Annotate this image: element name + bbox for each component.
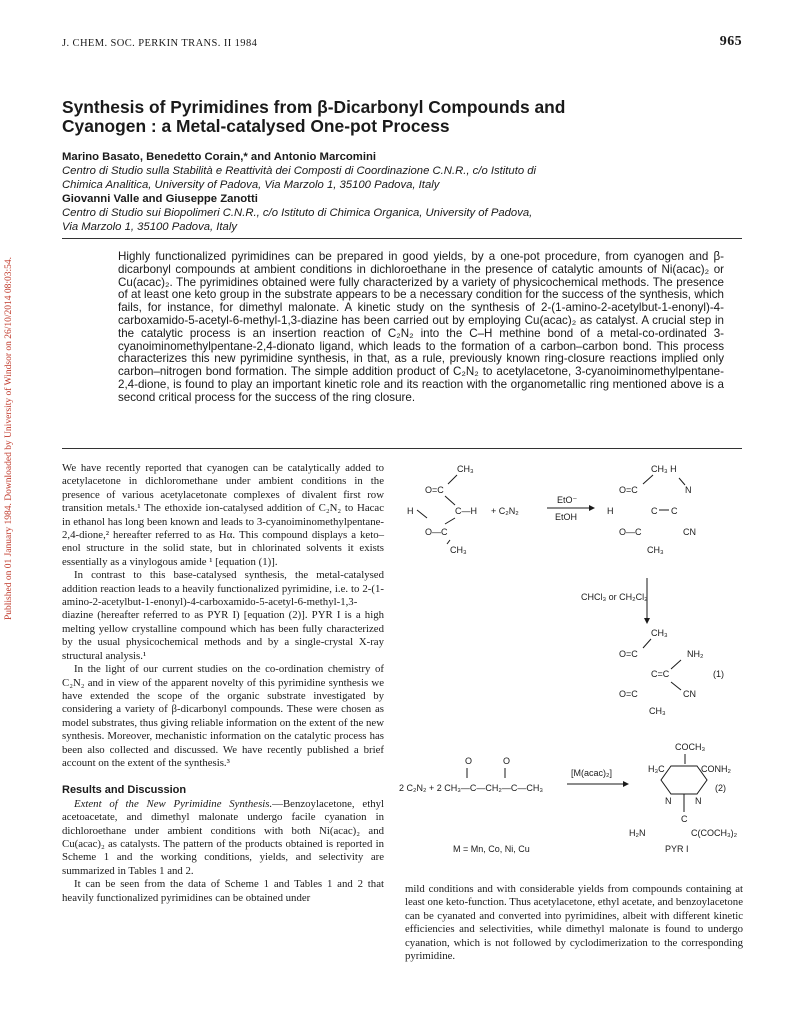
body-paragraph-4-text: —Benzoylacetone, ethyl acetoacetate, and dimethyl malonate undergo facile cyanation in dichloroethane under ambient conditions with both Ni(acac)₂ and Cu(acac)₂ as catalysts. The pattern of the products obtained is reported in Scheme 1 and the working conditions, yields, and selectivity are summarized in Tables 1 and 2. [62, 797, 384, 877]
article-title [62, 98, 702, 136]
subsection-head: Extent of the New Pyrimidine Synthesis. [74, 797, 273, 810]
carbonyl-o-1: O [465, 756, 473, 766]
body-paragraph-4 [62, 798, 384, 878]
pyr-conh2: CONH₂ [701, 764, 731, 774]
metals-note: M = Mn, Co, Ni, Cu [453, 844, 530, 854]
product-n: N [685, 485, 692, 495]
pyr-coch3: COCH₃ [675, 742, 706, 752]
reactant-ch3-top: CH₃ [457, 464, 474, 474]
reactant-oc-top: O=C [425, 485, 444, 495]
product-oc: O=C [619, 485, 638, 495]
body-paragraph-5: It can be seen from the data of Scheme 1 and Tables 1 and 2 that heavily functionalized pyrimidines can be obtained under [62, 878, 384, 904]
page-number: 965 [719, 34, 742, 49]
body-paragraph-2: In contrast to this base-catalysed synthesis, the metal-catalysed addition reaction leads to a heavily functionalized pyrimidine, i.e. to 2-(1-amino-2-acetylbut-1-enonyl)-4-carboxamido-5-acetyl-6-methyl-1,3-diazine (hereafter referred to as PYR I) [equation (2)]. PYR I is a high melting yellow crystalline compound which has been fully characterized by the usual physicochemical methods and by a single-crystal X-ray structural analysis.¹ [62, 569, 384, 662]
reaction-scheme [395, 458, 755, 878]
pyr-n-1: N [665, 796, 672, 806]
reactant-ch: C—H [455, 506, 477, 516]
product-cn: CN [683, 527, 696, 537]
equation-1-label: (1) [713, 669, 724, 679]
abstract-rule [62, 448, 742, 449]
product-h: H [607, 506, 614, 516]
reactant-oc-bottom: O—C [425, 527, 448, 537]
title-line-1: Synthesis of Pyrimidines from β-Dicarbonyl Compounds and [62, 97, 566, 117]
equation-2-reactants: 2 C₂N₂ + 2 CH₃—C—CH₂—C—CH₃ [399, 783, 544, 793]
product-ch3-bottom: CH₃ [647, 545, 664, 555]
amide-ch3-bottom: CH₃ [649, 706, 666, 716]
solvent-chlorinated: CHCl₃ or CH₂Cl₂ [581, 592, 648, 602]
right-column [405, 883, 743, 963]
product-c-2: C [671, 506, 678, 516]
equation-2-label: (2) [715, 783, 726, 793]
product-c-1: C [651, 506, 658, 516]
title-line-2: Cyanogen : a Metal-catalysed One-pot Process [62, 116, 450, 136]
pyr-label: PYR I [665, 844, 689, 854]
pyr-c: C [681, 814, 688, 824]
pyr-h2n: H₂N [629, 828, 646, 838]
affiliation-2-line-2: Via Marzolo 1, 35100 Padova, Italy [62, 221, 238, 233]
side-publication-note [4, 200, 18, 620]
body-paragraph-1: We have recently reported that cyanogen can be catalytically added to acetylacetone in dichloromethane under ambient conditions in the presence of various acetylacetonate complexes of divalent first row transition metals.¹ The ethoxide ion-catalysed addition of C₂N₂ to Hacac in ethanol has long been known and leads to 3-cyanoiminomethylpentane-2,4-dione,² hereafter referred to as Hα. This compound displays a keto–enol structure in the solid state, but in chlorinated solvents it exists essentially as a vinylogous amide ¹ [equation (1)]. [62, 462, 384, 568]
amide-cn: CN [683, 689, 696, 699]
authors-group-2: Giovanni Valle and Giuseppe Zanotti [62, 193, 258, 205]
plus-cyanogen: + C₂N₂ [491, 506, 519, 516]
amide-nh2: NH₂ [687, 649, 704, 659]
affiliation-1-line-1: Centro di Studio sulla Stabilità e Reattività dei Composti di Coordinazione C.N.R., c/o Istituto di [62, 165, 537, 177]
header-rule [62, 238, 742, 239]
left-column [62, 462, 384, 905]
base-label: EtO⁻ [557, 495, 578, 505]
amide-oc-top: O=C [619, 649, 638, 659]
affiliation-2-line-1: Centro di Studio sui Biopolimeri C.N.R., c/o Istituto di Chimica Organica, University of Padova, [62, 207, 533, 219]
right-paragraph-1: mild conditions and with considerable yields from compounds containing at least one keto-function. Thus acetylacetone, ethyl acetate, and benzoylacetone can be cyanated and converted into pyrimidines, albeit with different kinetic efficiencies and selectivities, while dimethyl malonate is found to undergo cyanation, which is not followed by cyclodimerization to the corresponding pyrimidine. [405, 883, 743, 963]
reactant-h: H [407, 506, 414, 516]
publication-note-text[interactable]: Published on 01 January 1984. Downloaded by University of Windsor on 26/10/2014 08:03:54. [4, 256, 14, 620]
reactant-ch3-bottom: CH₃ [450, 545, 467, 555]
product-ch3h: CH₃ H [651, 464, 677, 474]
pyr-h3c: H₃C [648, 764, 665, 774]
carbonyl-o-2: O [503, 756, 511, 766]
section-heading: Results and Discussion [62, 784, 187, 797]
amide-cc: C=C [651, 669, 670, 679]
catalyst-label: [M(acac)₂] [571, 768, 612, 778]
product-oc-bottom: O—C [619, 527, 642, 537]
affiliation-1-line-2: Chimica Analitica, University of Padova, Via Marzolo 1, 35100 Padova, Italy [62, 179, 440, 191]
amide-oc-bottom: O=C [619, 689, 638, 699]
body-paragraph-3: In the light of our current studies on the co-ordination chemistry of C₂N₂ and in view of the apparent novelty of this pyrimidine synthesis we have extended the scope of the organic substrate investigated by considering a variety of β-dicarbonyl compounds. These were chosen as model substrates, thus giving reliable information on the extent of the new synthesis. Moreover, mechanistic information on the catalytic process has been also collected and discussed. We have recently published a brief account on the extent of the synthesis.³ [62, 663, 384, 769]
authors-group-1: Marino Basato, Benedetto Corain,* and Antonio Marcomini [62, 151, 377, 163]
solvent-label: EtOH [555, 512, 578, 522]
pyr-ccoch3: C(COCH₃)₂ [691, 828, 738, 838]
scheme-svg [395, 458, 755, 878]
journal-citation: J. CHEM. SOC. PERKIN TRANS. II 1984 [62, 38, 258, 49]
pyr-n-2: N [695, 796, 702, 806]
abstract: Highly functionalized pyrimidines can be prepared in good yields, by a one-pot procedure, from cyanogen and β-dicarbonyl compounds at ambient conditions in dichloroethane in the presence of catalytic amounts of Ni(acac)₂ or Cu(acac)₂. The pyrimidines obtained were fully characterized by a variety of physicochemical methods. The presence of at least one keto group in the substrate appears to be a necessary condition for the success of the synthesis, which fails, for instance, for dimethyl malonate. A kinetic study on the synthesis of 2-(1-amino-2-acetylbut-1-enonyl)-4-carboxamido-5-acetyl-6-methyl-1,3-diazine has been carried out by employing Cu(acac)₂ as catalyst. A crucial step in the catalytic process is an insertion reaction of C₂N₂ into the C–H methine bond of a metal-co-ordinated 3-cyanoiminomethylpentane-2,4-dionato ligand, which leads to the formation of a carbon–carbon bond. This process characterizes this new pyrimidine synthesis, in that, as a rule, previously known ring-closure reactions implied only carbon–nitrogen bond formation. The simple addition product of C₂N₂ to acetylacetone, 3-cyanoiminomethylpentane-2,4-dione, is found to play an important kinetic role and its reaction with the organometallic ring mentioned above is a second critical process for the success of the ring closure. [118, 250, 724, 404]
amide-ch3-top: CH₃ [651, 628, 668, 638]
